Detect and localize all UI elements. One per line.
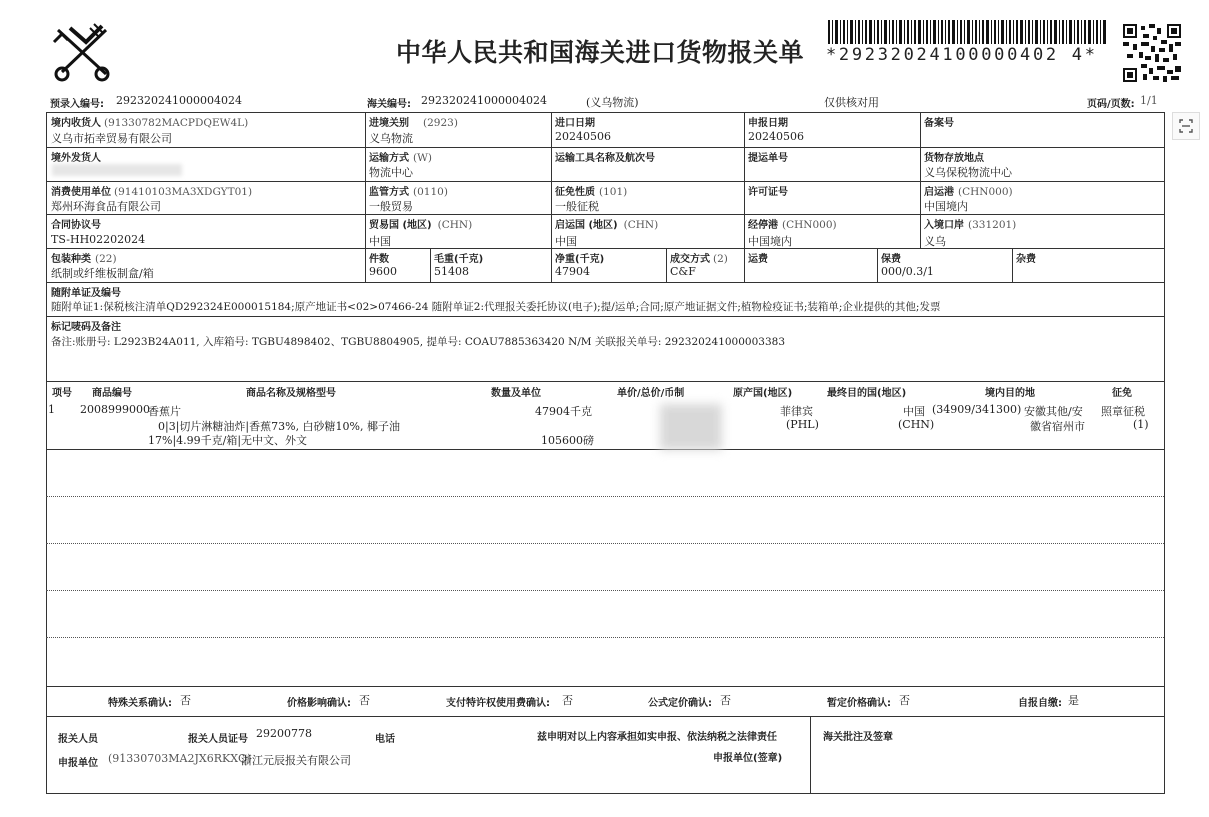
declare-unit-label: 申报单位 [58, 758, 98, 769]
deal-mode-value: C&F [670, 265, 696, 278]
deal-mode-label: 成交方式 (2) [670, 253, 728, 265]
domestic-dest-line2: 徽省宿州市 [1030, 420, 1085, 433]
consignee-label: 境内收货人 (91330782MACPDQEW4L) [51, 117, 249, 129]
col-goods-name: 商品名称及规格型号 [246, 388, 336, 399]
col-item-no: 项号 [52, 388, 72, 399]
entry-port-value: 义乌 [924, 235, 946, 248]
formula-pricing-label: 公式定价确认: [648, 698, 712, 709]
levy-method: 照章征税 [1101, 405, 1145, 418]
declare-date-label: 申报日期 [748, 118, 788, 129]
supervision-label: 监管方式 (0110) [369, 186, 448, 198]
entry-port-label: 入境口岸 (331201) [924, 219, 1017, 231]
gross-weight-value: 51408 [434, 265, 469, 278]
barcode [828, 20, 1106, 44]
misc-fee-label: 杂费 [1016, 254, 1036, 265]
levy-nature-value: 一般征税 [555, 200, 599, 213]
goods-spec-line1: 0|3|切片淋糖油炸|香蕉73%, 白砂糖10%, 椰子油 [158, 420, 400, 433]
origin-country: 菲律宾 [780, 405, 813, 418]
page-label: 页码/页数: [1087, 99, 1135, 110]
entry-customs-value: 义乌物流 [369, 132, 413, 145]
trade-country-value: 中国 [369, 235, 391, 248]
freight-label: 运费 [748, 254, 768, 265]
supervision-value: 一般贸易 [369, 200, 413, 213]
transport-mode-label: 运输方式 (W) [369, 152, 432, 164]
domestic-dest-code: (34909/341300) [932, 403, 1022, 416]
trade-country-label: 贸易国 (地区) (CHN) [369, 219, 473, 231]
hs-code: 2008999000 [80, 403, 150, 416]
bill-label: 提运单号 [748, 153, 788, 164]
destination-country-code: (CHN) [898, 418, 935, 431]
form-title: 中华人民共和国海关进口货物报关单 [396, 38, 805, 67]
declare-unit-name: 浙江元辰报关有限公司 [241, 754, 351, 767]
declarant-cert-label: 报关人员证号 [188, 734, 248, 745]
col-hs-code: 商品编号 [92, 388, 132, 399]
self-declare-label: 自报自缴: [1018, 698, 1062, 709]
entry-customs-label: 进境关别 (2923) [369, 117, 458, 129]
phone-label: 电话 [375, 734, 395, 745]
depart-port-label: 启运港 (CHN000) [924, 186, 1013, 198]
provisional-price-label: 暂定价格确认: [827, 698, 891, 709]
levy-method-code: (1) [1133, 418, 1149, 431]
package-value: 纸制或纤维板制盒/箱 [51, 267, 154, 280]
customs-emblem [50, 22, 116, 84]
origin-country-value: 中国 [555, 235, 577, 248]
vessel-label: 运输工具名称及航次号 [555, 153, 655, 164]
seal-label: 申报单位(签章) [713, 753, 783, 764]
pieces-label: 件数 [369, 254, 389, 265]
insurance-label: 保费 [881, 254, 901, 265]
price-influence-value: 否 [359, 694, 370, 707]
documents-label: 随附单证及编号 [51, 288, 121, 299]
col-price: 单价/总价/币制 [617, 388, 685, 399]
storage-label: 货物存放地点 [924, 153, 984, 164]
customs-approval-label: 海关批注及签章 [823, 732, 893, 743]
declarant-label: 报关人员 [58, 734, 98, 745]
goods-spec-line2: 17%|4.99千克/箱|无中文、外文 [148, 434, 308, 447]
scan-tool-icon[interactable] [1172, 112, 1200, 140]
royalty-value: 否 [562, 694, 573, 707]
transit-port-label: 经停港 (CHN000) [748, 219, 837, 231]
pre-entry-label: 预录入编号: [50, 99, 104, 110]
pre-entry-number: 292320241000004024 [116, 94, 242, 107]
insurance-value: 000/0.3/1 [881, 265, 934, 278]
price-influence-label: 价格影响确认: [287, 698, 351, 709]
quantity-primary: 47904千克 [535, 405, 592, 418]
special-relation-value: 否 [180, 694, 191, 707]
declare-date: 20240506 [748, 130, 804, 143]
package-label: 包装种类 (22) [51, 253, 117, 265]
net-weight-label: 净重(千克) [555, 254, 605, 265]
col-origin: 原产国(地区) [733, 388, 793, 399]
documents-value: 随附单证1:保税核注清单QD292324E000015184;原产地证书<02>07466-24 随附单证2:代理报关委托协议(电子);提/运单;合同;原产地证据文件;植物检疫证书;装箱单;企业提供的其他;发票 [51, 301, 941, 313]
import-date: 20240506 [555, 130, 611, 143]
customs-number: 292320241000004024 [421, 94, 547, 107]
consumer-label: 消费使用单位 (91410103MA3XDGYT01) [51, 186, 253, 198]
customs-no-label: 海关编号: [367, 99, 411, 110]
storage-value: 义乌保税物流中心 [924, 166, 1012, 179]
barcode-number: *29232024100000402 4* [826, 45, 1098, 65]
consignee-name: 义乌市拓幸贸易有限公司 [51, 132, 172, 145]
legal-statement: 兹申明对以上内容承担如实申报、依法纳税之法律责任 [537, 732, 777, 743]
col-quantity: 数量及单位 [491, 388, 541, 399]
pieces-value: 9600 [369, 265, 397, 278]
declarant-cert-value: 29200778 [256, 727, 312, 740]
redacted-price [660, 404, 722, 450]
levy-nature-label: 征免性质 (101) [555, 186, 628, 198]
remarks-label: 标记唛码及备注 [51, 322, 121, 333]
verify-note: 仅供核对用 [824, 96, 879, 109]
destination-country: 中国 [903, 405, 925, 418]
customs-area: (义乌物流) [586, 96, 639, 109]
col-domestic-dest: 境内目的地 [985, 388, 1035, 399]
col-destination: 最终目的国(地区) [827, 388, 907, 399]
gross-weight-label: 毛重(千克) [434, 254, 484, 265]
consumer-name: 郑州环海食品有限公司 [51, 200, 161, 213]
record-label: 备案号 [924, 118, 954, 129]
import-date-label: 进口日期 [555, 118, 595, 129]
overseas-shipper-label: 境外发货人 [51, 153, 101, 164]
goods-name: 香蕉片 [148, 405, 181, 418]
qr-code [1123, 24, 1181, 82]
redacted-shipper [52, 164, 182, 176]
royalty-label: 支付特许权使用费确认: [446, 698, 550, 709]
special-relation-label: 特殊关系确认: [108, 698, 172, 709]
transport-mode-value: 物流中心 [369, 166, 413, 179]
declare-unit-code: (91330703MA2JX6RKXQ) [108, 752, 252, 765]
depart-port-value: 中国境内 [924, 200, 968, 213]
origin-country-label: 启运国 (地区) (CHN) [555, 219, 659, 231]
origin-country-code: (PHL) [786, 418, 819, 431]
contract-value: TS-HH02202024 [51, 233, 146, 246]
transit-port-value: 中国境内 [748, 235, 792, 248]
license-label: 许可证号 [748, 187, 788, 198]
remarks-value: 备注:账册号: L2923B24A011, 入库箱号: TGBU4898402、TGBU8804905, 提单号: COAU7885363420 N/M 关联报关单号: 292320241000003383 [51, 336, 785, 348]
self-declare-value: 是 [1068, 694, 1079, 707]
formula-pricing-value: 否 [720, 694, 731, 707]
item-no: 1 [48, 403, 55, 416]
page-value: 1/1 [1140, 94, 1158, 107]
contract-label: 合同协议号 [51, 220, 101, 231]
provisional-price-value: 否 [899, 694, 910, 707]
domestic-dest-line1: 安徽其他/安 [1024, 405, 1083, 418]
net-weight-value: 47904 [555, 265, 590, 278]
quantity-secondary: 105600磅 [541, 434, 594, 447]
col-levy: 征免 [1112, 388, 1132, 399]
